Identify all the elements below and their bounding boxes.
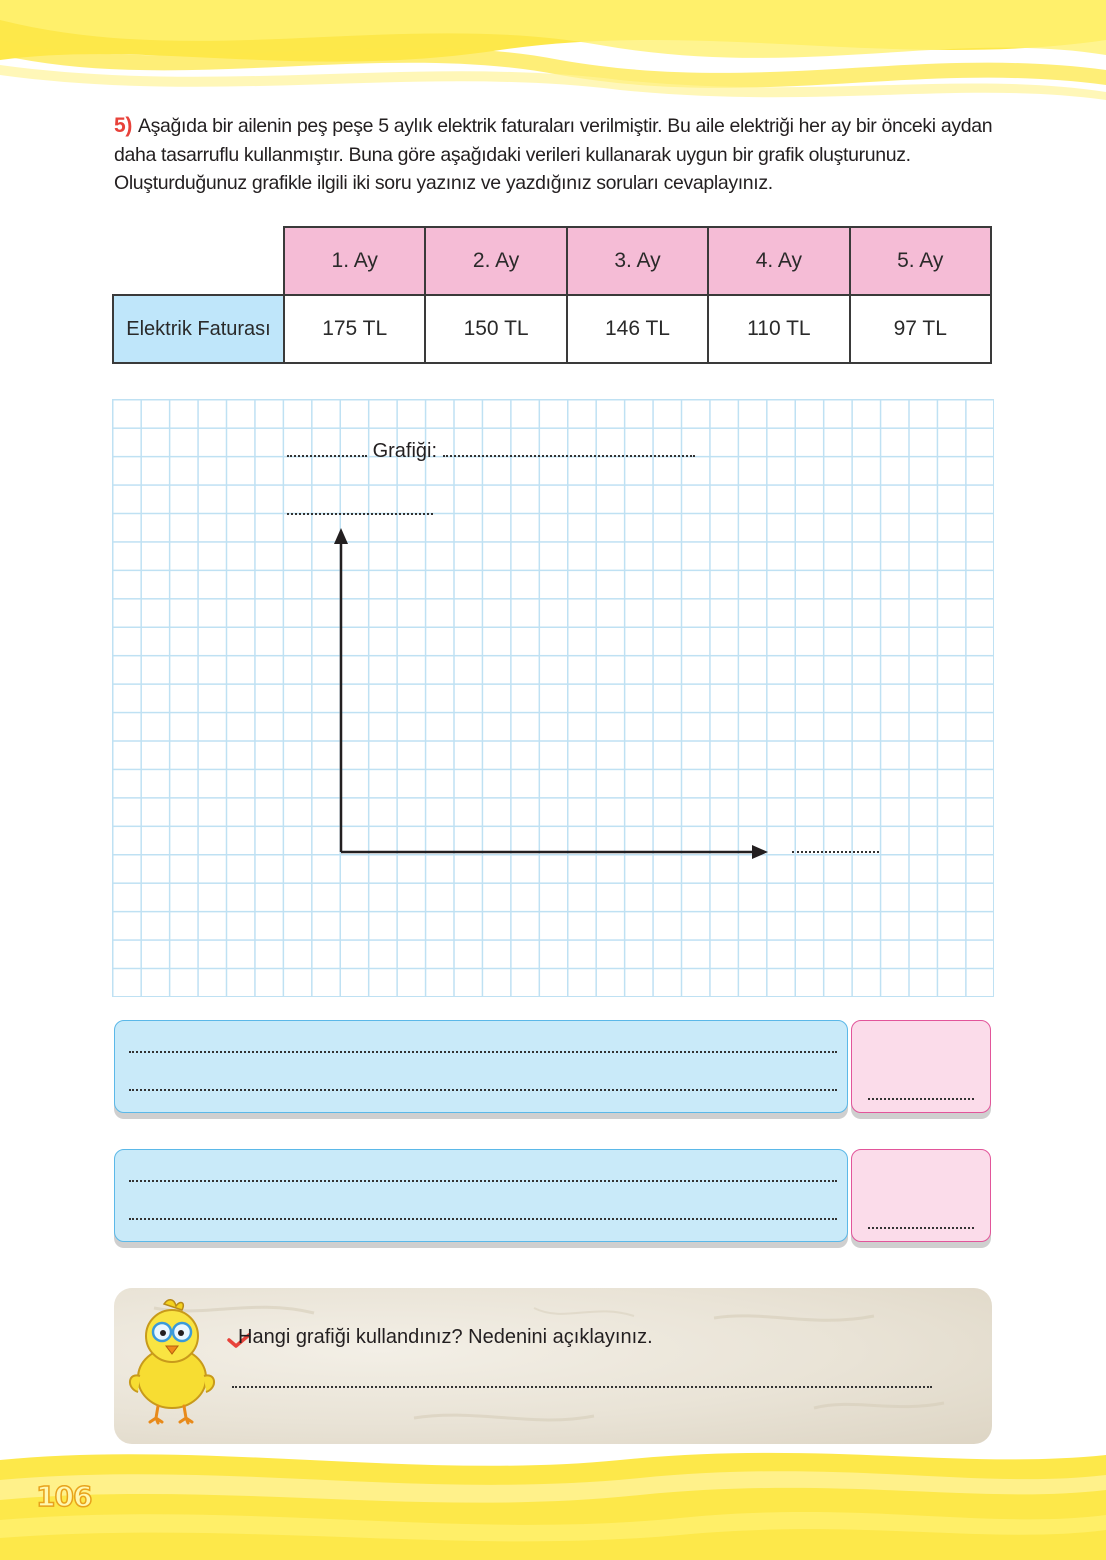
table-corner-cell (113, 227, 284, 295)
table-row-label: Elektrik Faturası (113, 295, 284, 363)
question-line[interactable] (129, 1218, 837, 1220)
chick-mascot-icon (122, 1296, 222, 1426)
table-cell: 175 TL (284, 295, 425, 363)
answer-line[interactable] (868, 1098, 974, 1100)
table-cell: 110 TL (708, 295, 849, 363)
question-box-2[interactable] (114, 1149, 848, 1242)
reflection-answer-line[interactable] (232, 1386, 932, 1388)
graph-title-blank-1[interactable] (287, 455, 367, 457)
parchment-texture (114, 1288, 992, 1444)
table-cell: 150 TL (425, 295, 566, 363)
question-line[interactable] (129, 1051, 837, 1053)
x-axis-label-blank[interactable] (792, 851, 879, 853)
page-number: 106 (36, 1480, 92, 1513)
answer-box-2[interactable] (851, 1149, 991, 1242)
table-header-cell: 4. Ay (708, 227, 849, 295)
y-axis-label-blank[interactable] (287, 513, 433, 515)
reflection-prompt: Hangi grafiği kullandınız? Nedenini açıklayınız. (238, 1326, 653, 1348)
y-axis-label-line (287, 498, 433, 521)
question-box-1[interactable] (114, 1020, 848, 1113)
table-row (113, 295, 991, 363)
table-cell: 97 TL (850, 295, 991, 363)
table-header-cell: 1. Ay (284, 227, 425, 295)
answer-line[interactable] (868, 1227, 974, 1229)
question-line[interactable] (129, 1180, 837, 1182)
question-line[interactable] (129, 1089, 837, 1091)
graph-grid-paper[interactable] (112, 399, 994, 997)
question-text (114, 112, 994, 198)
graph-title-line (287, 440, 695, 463)
x-axis-label-line (792, 836, 879, 859)
table-header-cell: 3. Ay (567, 227, 708, 295)
table-header-row (113, 227, 991, 295)
table-header-cell: 2. Ay (425, 227, 566, 295)
question-body: Aşağıda bir ailenin peş peşe 5 aylık elektrik faturaları verilmiştir. Bu aile elektriği her ay bir önceki aydan daha tasarruflu kullanmıştır. Buna göre aşağıdaki verileri kullanarak uygun bir grafik oluşturunuz. Oluşturduğunuz grafikle ilgili iki soru yazınız ve yazdığınız soruları cevaplayınız. (114, 115, 993, 194)
graph-title-label: Grafiği: (372, 440, 438, 462)
top-decorative-band (0, 0, 1106, 112)
table-cell: 146 TL (567, 295, 708, 363)
bottom-decorative-band (0, 1440, 1106, 1560)
reflection-panel (114, 1288, 992, 1444)
electricity-bill-table (112, 226, 992, 364)
answer-box-1[interactable] (851, 1020, 991, 1113)
graph-title-blank-2[interactable] (443, 455, 695, 457)
question-number: 5) (114, 114, 132, 137)
table-header-cell: 5. Ay (850, 227, 991, 295)
